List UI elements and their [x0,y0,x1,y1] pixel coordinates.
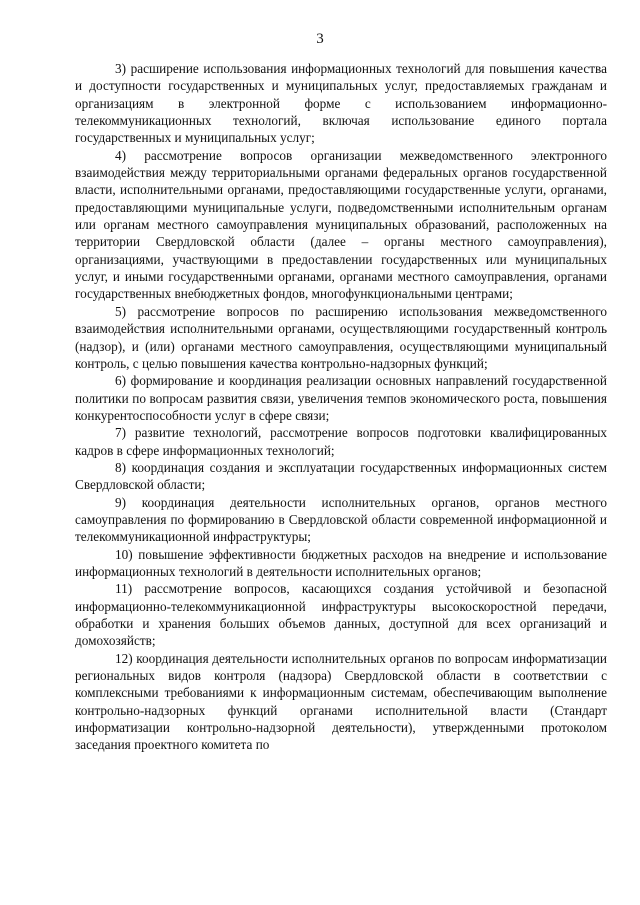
page-number: 3 [316,31,324,47]
list-item-3: 3) расширение использования информационных технологий для повышения качества и доступности государственных и муниципальных услуг, предоставляемых гражданам и организациям в электронной форме с использованием информационно-телекоммуникационных технологий, включая использование единого портала государственных и муниципальных услуг; [75,61,607,146]
list-item-4: 4) рассмотрение вопросов организации межведомственного электронного взаимодействия между территориальными органами федеральных органов государственной власти, исполнительными органами, предоставляющими государственные услуги, органами, предоставляющими муниципальные услуги, подведомственными исполнительным органам или органам местного самоуправления муниципальных образований, расположенных на территории Свердловской области (далее – органы местного самоуправления), организациями, участвующими в предоставлении государственных или муниципальных услуг, и иными государственными органами, органами местного самоуправления, органами государственных внебюджетных фондов, многофункциональными центрами; [75,147,607,302]
document-body [75,60,607,754]
list-item-11: 11) рассмотрение вопросов, касающихся создания устойчивой и безопасной информационно-телекоммуникационной инфраструктуры высокоскоростной передачи, обработки и хранения больших объемов данных, доступной для всех организаций и домохозяйств; [75,581,607,649]
list-item-7: 7) развитие технологий, рассмотрение вопросов подготовки квалифицированных кадров в сфере информационных технологий; [75,425,607,458]
list-item-12: 12) координация деятельности исполнительных органов по вопросам информатизации региональных видов контроля (надзора) Свердловской области в соответствии с комплексными требованиями к информационным системам, обеспечивающим выполнение контрольно-надзорных функций органами исполнительной власти (Стандарт информатизации контрольно-надзорной деятельности), утвержденными протоколом заседания проектного комитета по [75,650,607,753]
list-item-6: 6) формирование и координация реализации основных направлений государственной политики по вопросам развития связи, увеличения темпов экономического роста, повышения конкурентоспособности услуг в сфере связи; [75,373,607,423]
list-item-10: 10) повышение эффективности бюджетных расходов на внедрение и использование информационных технологий в деятельности исполнительных органов; [75,546,607,579]
list-item-5: 5) рассмотрение вопросов по расширению использования межведомственного взаимодействия исполнительными органами, осуществляющими государственный контроль (надзор), и (или) органами местного самоуправления, осуществляющими муниципальный контроль, с целью повышения качества контрольно-надзорных функций; [75,303,607,371]
list-item-9: 9) координация деятельности исполнительных органов, органов местного самоуправления по формированию в Свердловской области современной информационной и телекоммуникационной инфраструктуры; [75,494,607,545]
list-item-8: 8) координация создания и эксплуатации государственных информационных систем Свердловской области; [75,459,607,493]
